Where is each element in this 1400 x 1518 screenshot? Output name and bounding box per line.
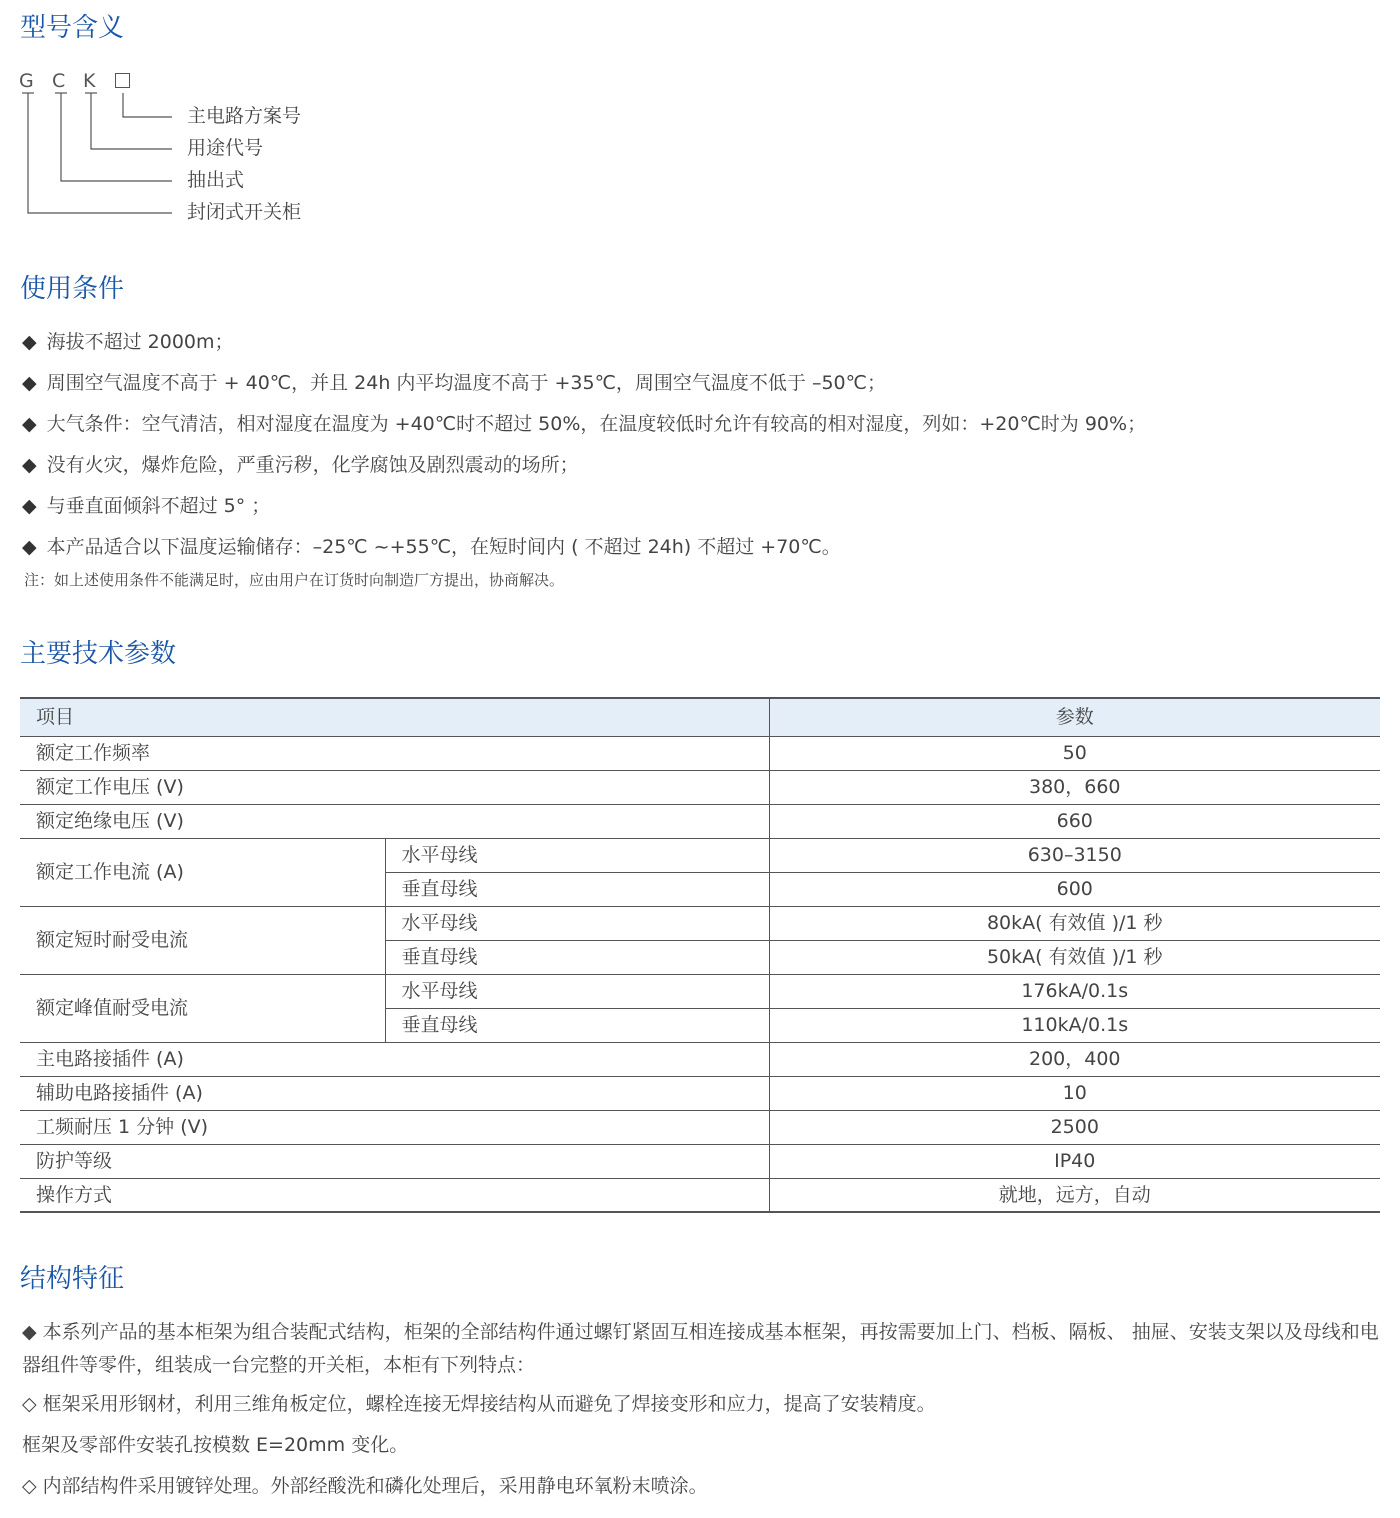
row-value: 176kA/0.1s <box>769 974 1380 1008</box>
row-sub-label: 水平母线 <box>385 974 769 1008</box>
row-value: 600 <box>769 872 1380 906</box>
parameters-table <box>20 697 1380 1213</box>
condition-text: 海拔不超过 2000m； <box>46 331 234 353</box>
model-label-drawout: 抽出式 <box>187 169 245 191</box>
row-item: 额定工作频率 <box>20 736 769 770</box>
model-label-main-circuit: 主电路方案号 <box>187 105 302 127</box>
condition-text: 大气条件：空气清洁，相对湿度在温度为 +40℃时不超过 50%，在温度较低时允许有较高的相对湿度，列如：+20℃时为 90%； <box>46 413 1147 435</box>
condition-note: 注：如上述使用条件不能满足时，应由用户在订货时向制造厂方提出，协商解决。 <box>24 571 565 589</box>
condition-item <box>22 453 579 477</box>
diamond-icon: ◆ <box>22 331 37 353</box>
row-item: 额定工作电压 (V) <box>20 770 769 804</box>
table-row <box>20 974 1380 1008</box>
section-title-structure: 结构特征 <box>20 1264 125 1294</box>
condition-text: 周围空气温度不高于 + 40℃，并且 24h 内平均温度不高于 +35℃，周围空气温度不低于 –50℃； <box>46 372 886 394</box>
condition-item <box>22 412 1146 436</box>
table-header-row <box>20 698 1380 736</box>
model-letter-k: K <box>83 70 96 92</box>
row-value: 660 <box>769 804 1380 838</box>
header-item: 项目 <box>20 698 769 736</box>
model-letter-c: C <box>52 70 66 92</box>
row-value: IP40 <box>769 1144 1380 1178</box>
row-value: 630–3150 <box>769 838 1380 872</box>
table-row <box>20 770 1380 804</box>
row-item: 防护等级 <box>20 1144 769 1178</box>
condition-item <box>22 535 841 559</box>
row-sub-label: 垂直母线 <box>385 1008 769 1042</box>
condition-text: 本产品适合以下温度运输储存：–25℃ ~+55℃，在短时间内 ( 不超过 24h) 不超过 +70℃。 <box>46 536 841 558</box>
condition-item <box>22 371 886 395</box>
condition-text: 与垂直面倾斜不超过 5° ； <box>46 495 271 517</box>
row-item: 额定短时耐受电流 <box>20 906 385 974</box>
row-value: 200，400 <box>769 1042 1380 1076</box>
row-value: 10 <box>769 1076 1380 1110</box>
model-label-usage-code: 用途代号 <box>187 137 264 159</box>
row-item: 主电路接插件 (A) <box>20 1042 769 1076</box>
row-item: 工频耐压 1 分钟 (V) <box>20 1110 769 1144</box>
table-row <box>20 906 1380 940</box>
diamond-icon: ◆ <box>22 413 37 435</box>
table-row <box>20 1076 1380 1110</box>
diamond-icon: ◆ <box>22 372 37 394</box>
diamond-icon: ◆ <box>22 454 37 476</box>
section-title-parameters: 主要技术参数 <box>20 639 177 669</box>
structure-paragraph-3: 框架及零部件安装孔按模数 E=20mm 变化。 <box>22 1434 409 1456</box>
condition-item <box>22 494 270 518</box>
table-row <box>20 1042 1380 1076</box>
row-value: 50kA( 有效值 )/1 秒 <box>769 940 1380 974</box>
condition-text: 没有火灾，爆炸危险，严重污秽，化学腐蚀及剧烈震动的场所； <box>46 454 579 476</box>
structure-paragraph-4: ◇ 内部结构件采用镀锌处理。外部经酸洗和磷化处理后，采用静电环氧粉末喷涂。 <box>22 1475 708 1497</box>
structure-paragraph-1: ◆ 本系列产品的基本柜架为组合装配式结构，柜架的全部结构件通过螺钉紧固互相连接成基本框架，再按需要加上门、档板、隔板、 抽屉、安装支架以及母线和电器组件等零件，组装成一台完整的开关柜，本柜有下列特点： <box>22 1321 1379 1376</box>
row-sub-label: 水平母线 <box>385 906 769 940</box>
table-row <box>20 1144 1380 1178</box>
model-letter-g: G <box>19 70 34 92</box>
row-sub-label: 垂直母线 <box>385 872 769 906</box>
row-value: 380，660 <box>769 770 1380 804</box>
table-row <box>20 838 1380 872</box>
table-row <box>20 736 1380 770</box>
condition-item <box>22 330 234 354</box>
row-sub-label: 水平母线 <box>385 838 769 872</box>
diamond-icon: ◆ <box>22 536 37 558</box>
table-row <box>20 804 1380 838</box>
row-item: 额定峰值耐受电流 <box>20 974 385 1042</box>
row-item: 额定工作电流 (A) <box>20 838 385 906</box>
diamond-icon: ◆ <box>22 495 37 517</box>
row-value: 110kA/0.1s <box>769 1008 1380 1042</box>
table-row <box>20 1178 1380 1212</box>
section-title-model: 型号含义 <box>20 13 125 43</box>
row-value: 2500 <box>769 1110 1380 1144</box>
table-row <box>20 1110 1380 1144</box>
row-sub-label: 垂直母线 <box>385 940 769 974</box>
header-value: 参数 <box>769 698 1380 736</box>
row-item: 辅助电路接插件 (A) <box>20 1076 769 1110</box>
row-value: 50 <box>769 736 1380 770</box>
row-item: 额定绝缘电压 (V) <box>20 804 769 838</box>
row-item: 操作方式 <box>20 1178 769 1212</box>
section-title-conditions: 使用条件 <box>20 274 125 304</box>
row-value: 就地，远方，自动 <box>769 1178 1380 1212</box>
structure-paragraph-2: ◇ 框架采用形钢材，利用三维角板定位，螺栓连接无焊接结构从而避免了焊接变形和应力，提高了安装精度。 <box>22 1393 936 1415</box>
row-value: 80kA( 有效值 )/1 秒 <box>769 906 1380 940</box>
model-label-enclosed: 封闭式开关柜 <box>187 201 302 223</box>
